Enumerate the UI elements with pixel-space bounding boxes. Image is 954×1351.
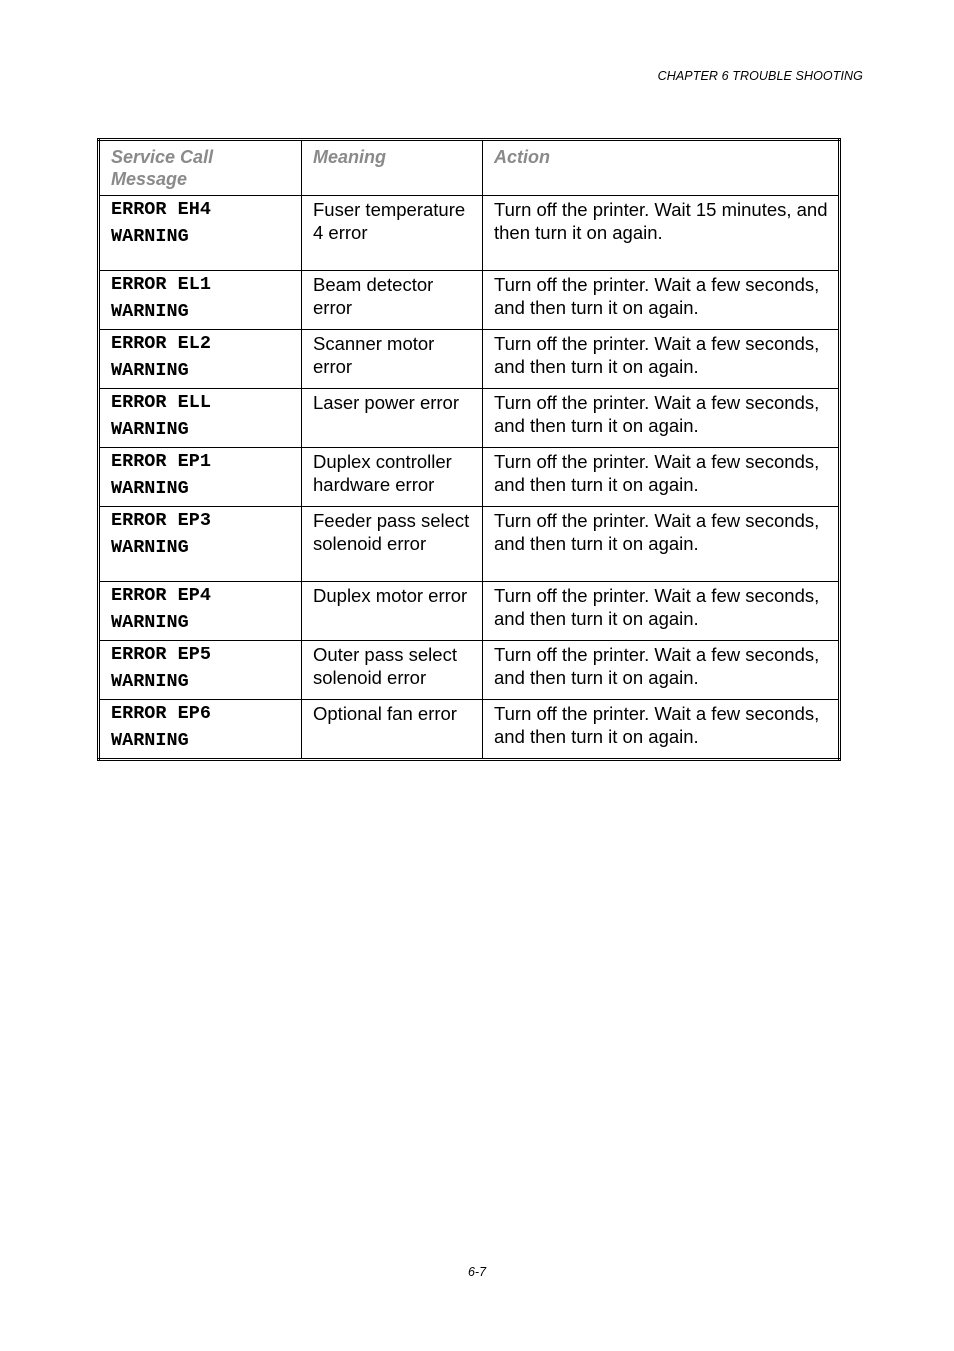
table-row [99,196,840,271]
warning-label: WARNING [111,671,189,692]
action-cell: Turn off the printer. Wait a few seconds, and then turn it on again. [483,330,840,389]
warning-label: WARNING [111,612,189,633]
warning-label: WARNING [111,301,189,322]
error-code: ERROR EP5 [111,644,211,665]
column-header-meaning: Meaning [302,140,483,196]
message-cell [99,389,302,448]
table-row [99,641,840,700]
action-cell: Turn off the printer. Wait a few seconds, and then turn it on again. [483,582,840,641]
table-row [99,582,840,641]
warning-label: WARNING [111,419,189,440]
action-cell: Turn off the printer. Wait a few seconds, and then turn it on again. [483,389,840,448]
error-code: ERROR EP4 [111,585,211,606]
action-cell: Turn off the printer. Wait a few seconds, and then turn it on again. [483,448,840,507]
meaning-cell: Laser power error [302,389,483,448]
table-header-row [99,140,840,196]
table-row [99,507,840,582]
warning-label: WARNING [111,360,189,381]
warning-label: WARNING [111,730,189,751]
error-code: ERROR EL2 [111,333,211,354]
message-cell [99,271,302,330]
meaning-cell: Beam detector error [302,271,483,330]
message-cell [99,582,302,641]
action-cell: Turn off the printer. Wait a few seconds, and then turn it on again. [483,271,840,330]
meaning-cell: Optional fan error [302,700,483,760]
error-code: ERROR EP3 [111,510,211,531]
column-header-service-call-message: Service Call Message [99,140,302,196]
action-cell: Turn off the printer. Wait a few seconds, and then turn it on again. [483,700,840,760]
table-row [99,448,840,507]
warning-label: WARNING [111,537,189,558]
error-code: ERROR ELL [111,392,211,413]
message-cell [99,700,302,760]
warning-label: WARNING [111,226,189,247]
table-row [99,271,840,330]
warning-label: WARNING [111,478,189,499]
column-header-action: Action [483,140,840,196]
meaning-cell: Duplex motor error [302,582,483,641]
chapter-header: CHAPTER 6 TROUBLE SHOOTING [657,69,863,83]
page-number: 6-7 [467,1265,487,1279]
table-row [99,389,840,448]
meaning-cell: Outer pass select solenoid error [302,641,483,700]
error-code: ERROR EH4 [111,199,211,220]
message-cell [99,641,302,700]
action-cell: Turn off the printer. Wait a few seconds, and then turn it on again. [483,507,840,582]
error-code: ERROR EP1 [111,451,211,472]
error-code: ERROR EL1 [111,274,211,295]
message-cell [99,448,302,507]
meaning-cell: Feeder pass select solenoid error [302,507,483,582]
action-cell: Turn off the printer. Wait a few seconds, and then turn it on again. [483,641,840,700]
service-call-table [97,138,841,761]
message-cell [99,196,302,271]
meaning-cell: Fuser temperature 4 error [302,196,483,271]
meaning-cell: Scanner motor error [302,330,483,389]
action-cell: Turn off the printer. Wait 15 minutes, and then turn it on again. [483,196,840,271]
message-cell [99,507,302,582]
table-row [99,700,840,760]
meaning-cell: Duplex controller hardware error [302,448,483,507]
error-code: ERROR EP6 [111,703,211,724]
table-row [99,330,840,389]
message-cell [99,330,302,389]
